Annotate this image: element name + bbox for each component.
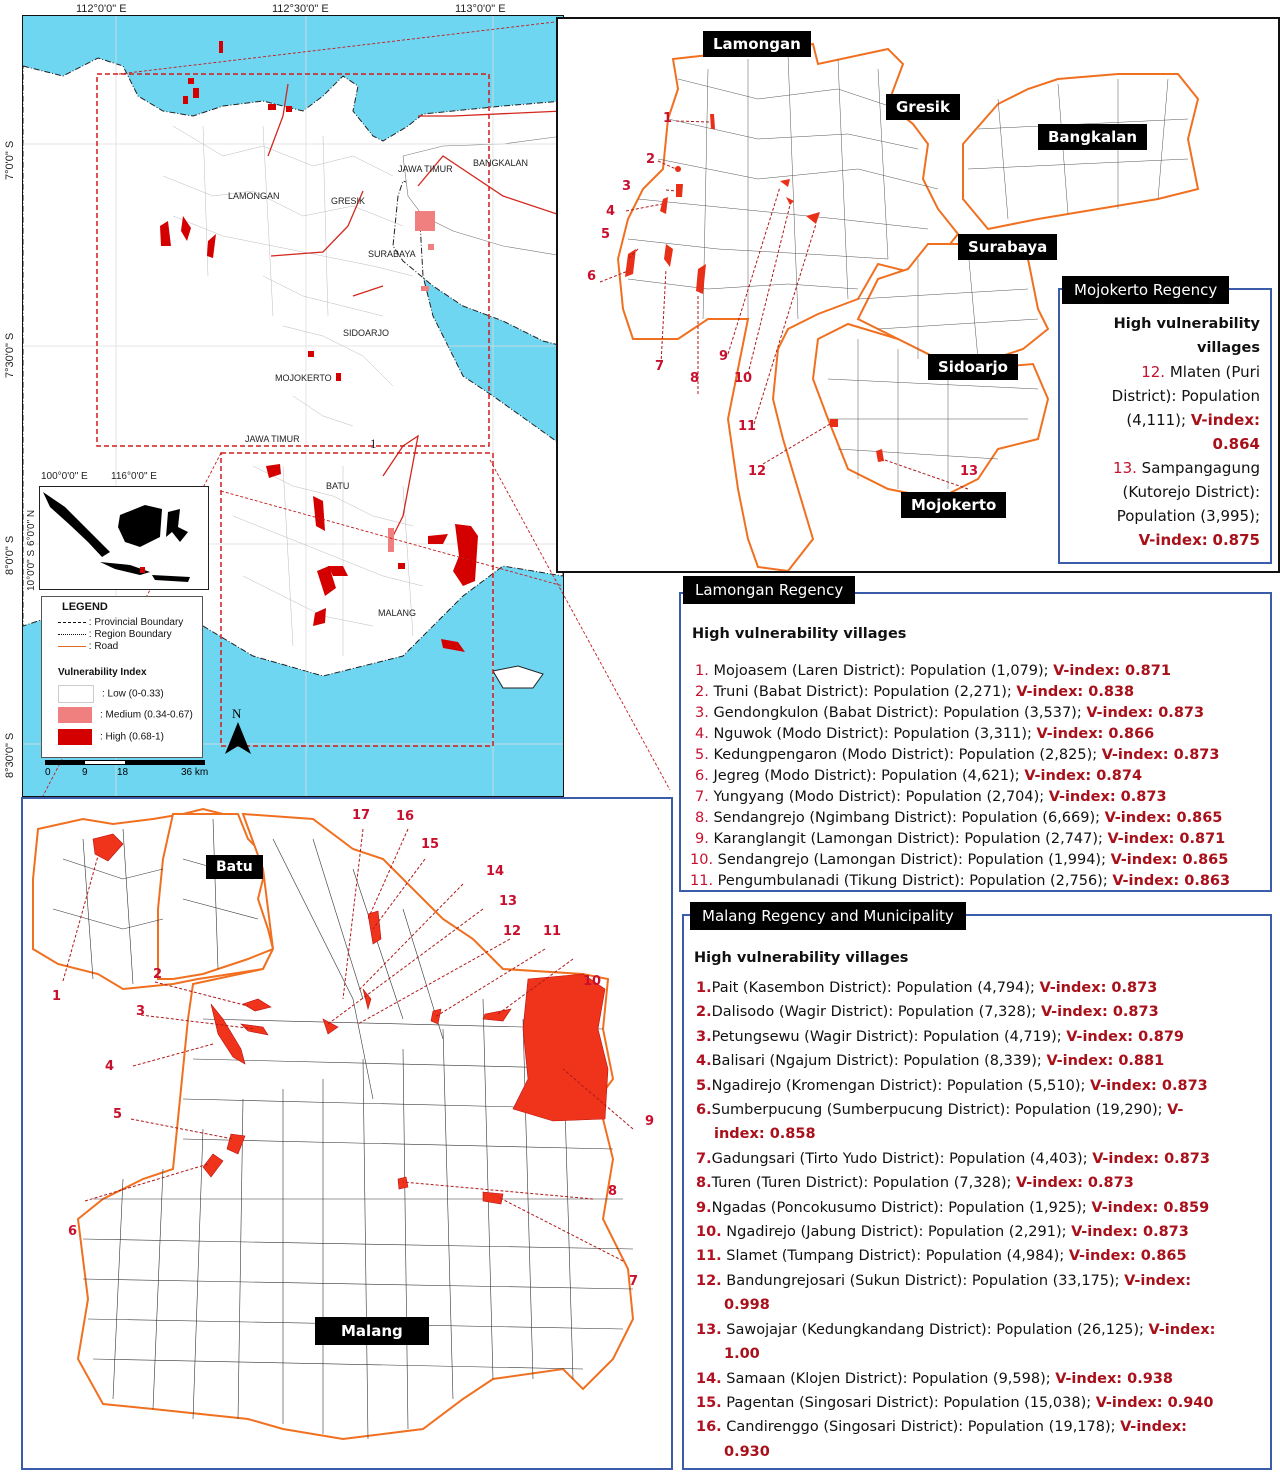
legend-region-boundary: : Region Boundary: [58, 629, 172, 640]
marker-n5: 5: [601, 227, 611, 242]
lamongan-heading: High vulnerability villages: [692, 626, 907, 642]
low-swatch-icon: [58, 685, 94, 703]
indonesia-silhouette: [40, 487, 208, 589]
map-label-sidoarjo: Sidoarjo: [928, 354, 1018, 380]
mojokerto-item-12: 12. Mlaten (Puri District): Population (4,111); V-index: 0.864: [1111, 363, 1260, 453]
legend-provincial-boundary: : Provincial Boundary: [58, 617, 183, 628]
malang-village-15: 15. Pagentan (Singosari District): Population (15,038); V-index: 0.940: [696, 1394, 1214, 1411]
lamongan-village-3: 3. Gendongkulon (Babat District): Population (3,537); V-index: 0.873: [695, 705, 1205, 721]
legend-class-low: : Low (0-0.33): [58, 685, 164, 703]
map-legend: [41, 596, 203, 758]
marker-n9: 9: [719, 349, 729, 364]
marker-n8: 8: [690, 371, 700, 386]
inset-marker-number: 1: [370, 436, 377, 451]
malang-village-9: 9.Ngadas (Poncokusumo District): Population (1,925); V-index: 0.859: [696, 1199, 1210, 1216]
marker-m15: 15: [421, 837, 440, 852]
malang-heading: High vulnerability villages: [694, 950, 909, 966]
marker-m11: 11: [543, 924, 562, 939]
high-swatch-icon: [58, 729, 92, 745]
longitude-label-112-0: 112°0'0" E: [76, 3, 127, 15]
mojokerto-panel-title: Mojokerto Regency: [1062, 276, 1229, 304]
malang-village-8: 8.Turen (Turen District): Population (7,328); V-index: 0.873: [696, 1175, 1134, 1192]
malang-detail-map-graphic: [23, 799, 671, 1468]
marker-m4: 4: [105, 1059, 115, 1074]
inset-latitude-10s: 10°0'0" S: [26, 549, 37, 591]
malang-village-14: 14. Samaan (Klojen District): Population (9,598); V-index: 0.938: [696, 1370, 1174, 1387]
malang-village-2: 2.Dalisodo (Wagir District): Population (7,328); V-index: 0.873: [696, 1004, 1159, 1021]
latitude-label-8-0: 8°0'0" S: [4, 535, 16, 575]
lamongan-village-2: 2. Truni (Babat District): Population (2,271); V-index: 0.838: [695, 684, 1135, 700]
legend-title: LEGEND: [62, 601, 108, 613]
inset-latitude-6n: 6°0'0" N: [26, 509, 37, 546]
region-label-jawa-timur-north: JAWA TIMUR: [398, 164, 453, 174]
malang-village-3: 3.Petungsewu (Wagir District): Population (4,719); V-index: 0.879: [696, 1028, 1185, 1045]
lamongan-village-11: 11. Pengumbulanadi (Tikung District): Population (2,756); V-index: 0.863: [690, 873, 1231, 889]
overview-map: [22, 15, 564, 797]
region-label-mojokerto: MOJOKERTO: [275, 373, 332, 383]
inset-longitude-100: 100°0'0" E: [41, 471, 88, 482]
legend-class-high: : High (0.68-1): [58, 729, 164, 745]
malang-village-11: 11. Slamet (Tumpang District): Population (4,984); V-index: 0.865: [696, 1248, 1187, 1265]
malang-detail-map: [21, 797, 673, 1470]
malang-village-5: 5.Ngadirejo (Kromengan District): Population (5,510); V-index: 0.873: [696, 1077, 1208, 1094]
road-line-icon: [58, 646, 86, 647]
marker-n11: 11: [738, 419, 757, 434]
malang-village-10: 10. Ngadirejo (Jabung District): Population (2,291); V-index: 0.873: [696, 1224, 1189, 1241]
marker-n1: 1: [663, 111, 673, 126]
region-label-malang: MALANG: [378, 608, 417, 618]
region-label-jawa-timur-south: JAWA TIMUR: [245, 434, 300, 444]
north-arrow-icon: [223, 722, 253, 758]
malang-village-4: 4.Balisari (Ngajum District): Population (8,339); V-index: 0.881: [696, 1053, 1165, 1070]
map-label-malang: Malang: [315, 1317, 429, 1345]
legend-vi-title: Vulnerability Index: [58, 667, 147, 678]
marker-n2: 2: [646, 152, 656, 167]
legend-road: : Road: [58, 641, 118, 652]
marker-n6: 6: [587, 269, 597, 284]
lamongan-village-8: 8. Sendangrejo (Ngimbang District): Population (6,669); V-index: 0.865: [695, 810, 1223, 826]
marker-n13: 13: [960, 464, 979, 479]
north-label: N: [232, 706, 242, 721]
map-label-gresik: Gresik: [886, 94, 960, 120]
marker-m3: 3: [136, 1004, 146, 1019]
inset-longitude-116: 116°0'0" E: [111, 471, 157, 482]
marker-m6: 6: [68, 1224, 78, 1239]
legend-class-medium: : Medium (0.34-0.67): [58, 707, 193, 723]
region-label-sidoarjo: SIDOARJO: [343, 328, 390, 338]
marker-m10: 10: [583, 974, 602, 989]
lamongan-village-10: 10. Sendangrejo (Lamongan District): Population (1,994); V-index: 0.865: [690, 852, 1229, 868]
latitude-label-7-0: 7°0'0" S: [4, 140, 16, 180]
marker-n7: 7: [655, 359, 665, 374]
mojokerto-heading-line2: villages: [1197, 340, 1260, 356]
malang-village-6: 6.Sumberpucung (Sumberpucung District): Population (19,290); V- index: 0.858: [696, 1102, 1184, 1143]
marker-m7: 7: [629, 1274, 639, 1289]
malang-village-list: [696, 976, 1215, 1464]
latitude-label-7-30: 7°30'0" S: [4, 332, 16, 378]
marker-n10: 10: [734, 371, 753, 386]
lamongan-village-9: 9. Karanglangit (Lamongan District): Population (2,747); V-index: 0.871: [695, 831, 1226, 847]
map-label-lamongan: Lamongan: [703, 31, 811, 57]
region-label-surabaya: SURABAYA: [368, 249, 416, 259]
indonesia-inset-map: [39, 486, 209, 590]
marker-m17: 17: [352, 808, 371, 823]
marker-n12: 12: [748, 464, 767, 479]
region-boundary-line-icon: [58, 634, 86, 635]
map-label-surabaya: Surabaya: [958, 234, 1057, 260]
mojokerto-regency-panel: [1058, 281, 1272, 564]
mojokerto-heading-line1: High vulnerability: [1113, 316, 1260, 332]
lamongan-village-list: [690, 661, 1231, 892]
marker-m5: 5: [113, 1107, 123, 1122]
lamongan-village-6: 6. Jegreg (Modo District): Population (4,621); V-index: 0.874: [695, 768, 1143, 784]
lamongan-village-5: 5. Kedungpengaron (Modo District): Population (2,825); V-index: 0.873: [695, 747, 1220, 763]
marker-m9: 9: [645, 1114, 655, 1129]
lamongan-village-4: 4. Nguwok (Modo District): Population (3,311); V-index: 0.866: [695, 726, 1155, 742]
map-label-mojokerto: Mojokerto: [901, 492, 1006, 518]
marker-n4: 4: [606, 204, 616, 219]
latitude-label-8-30: 8°30'0" S: [4, 732, 16, 778]
marker-m1: 1: [52, 989, 62, 1004]
marker-m16: 16: [396, 809, 415, 824]
lamongan-village-1: 1. Mojoasem (Laren District): Population (1,079); V-index: 0.871: [695, 663, 1171, 679]
map-label-bangkalan: Bangkalan: [1038, 124, 1147, 150]
map-label-batu: Batu: [206, 855, 263, 879]
medium-swatch-icon: [58, 707, 92, 723]
marker-m13: 13: [499, 894, 518, 909]
region-label-lamongan: LAMONGAN: [228, 191, 280, 201]
region-label-batu: BATU: [326, 481, 350, 491]
mojokerto-item-13: 13. Sampangagung (Kutorejo District): Population (3,995); V-index: 0.875: [1113, 459, 1260, 549]
region-label-bangkalan: BANGKALAN: [473, 158, 529, 168]
malang-village-12: 12. Bandungrejosari (Sukun District): Population (33,175); V-index: 0.998: [696, 1272, 1192, 1314]
lamongan-regency-panel: [679, 581, 1272, 892]
lamongan-village-7: 7. Yungyang (Modo District): Population (2,704); V-index: 0.873: [695, 789, 1167, 805]
malang-village-7: 7.Gadungsari (Tirto Yudo District): Population (4,403); V-index: 0.873: [696, 1150, 1210, 1167]
malang-panel-title: Malang Regency and Municipality: [690, 902, 966, 930]
marker-m12: 12: [503, 924, 522, 939]
longitude-label-113-0: 113°0'0" E: [455, 3, 506, 15]
scale-bar: 0 9 18 36 km: [41, 758, 211, 788]
marker-m2: 2: [153, 967, 163, 982]
malang-village-16: 16. Candirenggo (Singosari District): Population (19,178); V-index: 0.930: [696, 1419, 1187, 1460]
provincial-boundary-line-icon: [58, 622, 86, 623]
malang-village-13: 13. Sawojajar (Kedungkandang District): Population (26,125); V-index: 1.00: [696, 1321, 1216, 1363]
lamongan-panel-title: Lamongan Regency: [683, 576, 855, 604]
north-arrow: [223, 706, 253, 756]
marker-m14: 14: [486, 864, 505, 879]
region-label-gresik: GRESIK: [331, 196, 366, 206]
malang-panel: [682, 907, 1272, 1470]
marker-m8: 8: [608, 1184, 618, 1199]
scale-bar-graphic: [45, 760, 205, 765]
malang-village-1: 1.Pait (Kasembon District): Population (4,794); V-index: 0.873: [696, 980, 1158, 996]
longitude-label-112-30: 112°30'0" E: [272, 3, 329, 15]
marker-n3: 3: [622, 179, 632, 194]
